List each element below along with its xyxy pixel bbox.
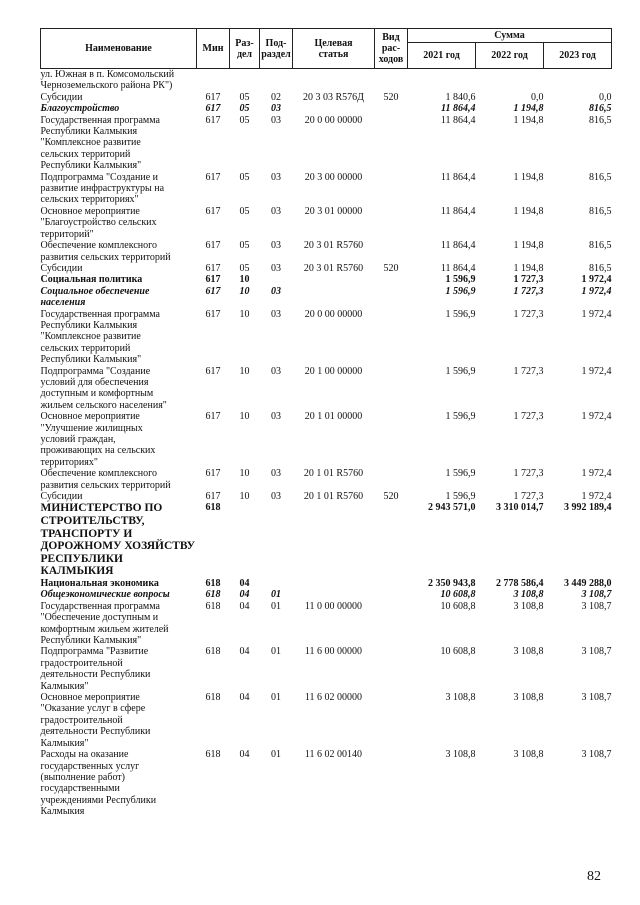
row-expense-type <box>375 115 408 172</box>
row-name: Государственная программа Республики Калмыкия "Комплексное развитие сельских территорий Республики Калмыкия" <box>40 308 160 366</box>
row-expense-type <box>375 240 408 263</box>
row-section: 05 <box>239 240 250 252</box>
row-target-article: 11 6 02 00000 <box>304 692 363 704</box>
row-name: ул. Южная в п. Комсомольский Черноземельского района РК") <box>40 69 175 92</box>
row-expense-type <box>375 601 408 647</box>
row-sum-2021: 3 108,8 <box>445 692 476 704</box>
row-target-article <box>293 578 375 589</box>
row-expense-type <box>375 69 408 92</box>
row-subsection: 03 <box>271 365 281 377</box>
row-subsection: 03 <box>271 103 281 115</box>
row-section <box>230 502 260 578</box>
row-sum-2022: 3 108,8 <box>513 692 544 704</box>
row-name: Основное мероприятие "Оказание услуг в сфере градостроительной деятельности Республики Калмыкия" <box>40 692 151 749</box>
row-expense-type <box>375 411 408 468</box>
row-target-article <box>293 103 375 114</box>
table-row <box>41 578 612 589</box>
row-ministry-code: 617 <box>205 491 221 503</box>
row-name: Субсидии <box>40 491 83 503</box>
row-sum-2023: 1 972,4 <box>581 468 612 480</box>
row-sum-2022: 1 194,8 <box>513 114 544 126</box>
row-name: Обеспечение комплексного развития сельских территорий <box>40 468 171 491</box>
row-sum-2022: 2 778 586,4 <box>496 578 544 589</box>
row-ministry-code: 617 <box>205 468 221 480</box>
row-target-article: 11 6 00 00000 <box>304 646 363 658</box>
row-subsection: 03 <box>271 308 281 320</box>
row-sum-2021: 11 864,4 <box>440 262 476 274</box>
row-expense-type <box>375 502 408 578</box>
table-row <box>41 589 612 600</box>
row-section: 10 <box>239 308 250 320</box>
row-sum-2021: 2 350 943,8 <box>428 578 476 589</box>
row-name: Благоустройство <box>40 103 120 115</box>
row-name: Основное мероприятие "Благоустройство сельских территорий" <box>40 205 157 240</box>
row-target-article <box>293 286 375 309</box>
row-sum-2021: 11 864,4 <box>440 171 476 183</box>
row-section: 05 <box>239 262 250 274</box>
header-year-2023: 2023 год <box>544 43 612 69</box>
row-sum-2022: 1 194,8 <box>513 103 544 115</box>
header-razdel: Раз- дел <box>230 29 260 69</box>
row-name: Обеспечение комплексного развития сельских территорий <box>40 240 171 263</box>
row-name: Государственная программа Республики Калмыкия "Комплексное развитие сельских территорий Республики Калмыкия" <box>40 114 160 172</box>
row-section: 05 <box>239 171 250 183</box>
row-expense-type <box>375 468 408 491</box>
row-target-article: 20 1 00 00000 <box>304 365 363 377</box>
row-sum-2023: 1 972,4 <box>581 285 612 297</box>
row-sum-2022: 1 727,3 <box>513 308 544 320</box>
row-subsection: 01 <box>271 589 281 601</box>
table-row <box>41 240 612 263</box>
row-section: 10 <box>239 411 250 423</box>
row-sum-2022: 1 727,3 <box>513 491 544 503</box>
table-row <box>41 692 612 749</box>
row-subsection <box>260 578 293 589</box>
row-expense-type <box>375 103 408 114</box>
row-sum-2021: 11 864,4 <box>440 240 476 252</box>
row-section: 05 <box>239 103 250 115</box>
row-target-article: 20 0 00 00000 <box>304 114 363 126</box>
row-sum-2021: 10 608,8 <box>440 589 476 601</box>
table-row <box>41 172 612 206</box>
row-name: Национальная экономика <box>40 578 159 589</box>
row-subsection: 01 <box>271 749 281 761</box>
row-subsection: 02 <box>271 91 281 103</box>
table-row <box>41 646 612 692</box>
row-ministry-code: 618 <box>205 578 221 589</box>
row-subsection: 03 <box>271 285 281 297</box>
header-podrazdel: Под- раздел <box>260 29 293 69</box>
row-target-article: 20 3 00 00000 <box>304 171 363 183</box>
table-row <box>41 263 612 274</box>
row-ministry-code <box>197 69 230 92</box>
row-name: Основное мероприятие "Улучшение жилищных условий граждан, проживающих на сельских территориях" <box>40 411 156 468</box>
row-sum-2022: 1 194,8 <box>513 262 544 274</box>
row-sum-2021: 3 108,8 <box>445 749 476 761</box>
row-ministry-code: 618 <box>205 646 221 658</box>
row-target-article: 11 0 00 00000 <box>304 600 363 612</box>
row-sum-2023: 816,5 <box>589 103 612 115</box>
table-row <box>41 103 612 114</box>
row-sum-2022: 1 727,3 <box>513 285 544 297</box>
header-expense-type: Вид рас- ходов <box>375 29 408 69</box>
row-subsection: 03 <box>271 114 281 126</box>
row-target-article <box>293 502 375 578</box>
row-section: 04 <box>239 589 250 601</box>
table-row <box>41 92 612 103</box>
row-sum-2021: 1 840,6 <box>445 91 476 103</box>
row-expense-type <box>375 206 408 240</box>
row-sum-2022: 3 108,8 <box>513 589 544 601</box>
row-sum-2023: 0,0 <box>599 91 612 103</box>
table-row <box>41 601 612 647</box>
row-expense-type <box>375 589 408 600</box>
row-sum-2022: 0,0 <box>531 91 544 103</box>
row-name: Подпрограмма "Создание условий для обеспечения доступным и комфортным жильем сельского населения" <box>40 365 167 411</box>
row-ministry-code: 617 <box>205 285 221 297</box>
table-row <box>41 115 612 172</box>
table-row <box>41 491 612 502</box>
row-sum-2022: 3 108,8 <box>513 749 544 761</box>
row-sum-2023: 3 108,7 <box>581 589 612 601</box>
row-sum-2021 <box>408 69 476 92</box>
row-name: Социальная политика <box>40 274 143 286</box>
row-sum-2021: 1 596,9 <box>445 285 476 297</box>
row-subsection <box>260 69 293 92</box>
row-ministry-code: 618 <box>205 502 221 514</box>
row-expense-type: 520 <box>383 262 399 274</box>
row-target-article <box>293 589 375 600</box>
row-expense-type: 520 <box>383 491 399 503</box>
row-sum-2023: 3 992 189,4 <box>564 502 612 514</box>
row-name: Социальное обеспечение населения <box>40 285 150 309</box>
row-target-article: 20 3 01 R5760 <box>303 262 364 274</box>
row-target-article: 20 3 03 R576Д <box>303 91 364 103</box>
row-sum-2022: 3 108,8 <box>513 646 544 658</box>
row-subsection: 01 <box>271 646 281 658</box>
row-expense-type <box>375 172 408 206</box>
row-name: Подпрограмма "Создание и развитие инфраструктуры на сельских территориях" <box>40 171 165 206</box>
table-row <box>41 411 612 468</box>
table-header <box>41 29 612 69</box>
row-ministry-code: 617 <box>205 91 221 103</box>
row-name: Субсидии <box>40 262 83 274</box>
row-expense-type: 520 <box>383 91 399 103</box>
row-sum-2023: 1 972,4 <box>581 411 612 423</box>
row-ministry-code: 617 <box>205 240 221 252</box>
row-subsection: 03 <box>271 205 281 217</box>
row-subsection <box>260 274 293 285</box>
row-ministry-code: 618 <box>205 600 221 612</box>
table-row <box>41 286 612 309</box>
table-row <box>41 749 612 817</box>
row-subsection: 03 <box>271 171 281 183</box>
row-ministry-code: 617 <box>205 103 221 115</box>
row-sum-2023: 816,5 <box>589 205 612 217</box>
row-subsection: 03 <box>271 411 281 423</box>
row-expense-type <box>375 749 408 817</box>
row-ministry-code: 617 <box>205 262 221 274</box>
row-name: Государственная программа "Обеспечение доступным и комфортным жильем жителей Республики Калмыкия" <box>40 600 169 647</box>
row-ministry-code: 617 <box>205 274 221 286</box>
row-expense-type <box>375 309 408 366</box>
row-sum-2023: 816,5 <box>589 262 612 274</box>
row-section: 10 <box>239 491 250 503</box>
table-body <box>41 69 612 818</box>
row-section: 10 <box>239 468 250 480</box>
row-sum-2021: 11 864,4 <box>441 103 476 115</box>
header-target-article: Целевая статья <box>293 29 375 69</box>
row-ministry-code: 617 <box>205 205 221 217</box>
header-name: Наименование <box>41 29 197 69</box>
row-subsection: 03 <box>271 468 281 480</box>
row-sum-2022: 1 194,8 <box>513 240 544 252</box>
row-ministry-code: 617 <box>205 308 221 320</box>
row-sum-2021: 1 596,9 <box>445 491 476 503</box>
row-sum-2022: 1 727,3 <box>513 274 544 286</box>
row-sum-2023: 3 108,7 <box>581 692 612 704</box>
row-sum-2023: 1 972,4 <box>581 491 612 503</box>
row-ministry-code: 617 <box>205 171 221 183</box>
row-sum-2023: 1 972,4 <box>581 308 612 320</box>
row-section: 10 <box>239 365 250 377</box>
table-row <box>41 468 612 491</box>
row-target-article <box>293 69 375 92</box>
table-row <box>41 206 612 240</box>
row-target-article: 20 3 01 R5760 <box>303 240 364 252</box>
row-expense-type <box>375 286 408 309</box>
row-sum-2021: 1 596,9 <box>445 274 476 286</box>
header-year-2021: 2021 год <box>408 43 476 69</box>
row-subsection: 03 <box>271 262 281 274</box>
row-subsection: 01 <box>271 600 281 612</box>
row-sum-2021: 1 596,9 <box>445 365 476 377</box>
row-section: 04 <box>239 600 250 612</box>
row-target-article: 11 6 02 00140 <box>304 749 363 761</box>
row-subsection: 03 <box>271 491 281 503</box>
row-sum-2021: 11 864,4 <box>440 114 476 126</box>
row-sum-2023 <box>544 69 612 92</box>
row-section: 05 <box>239 114 250 126</box>
row-target-article: 20 1 01 00000 <box>304 411 363 423</box>
row-sum-2023: 3 108,7 <box>581 646 612 658</box>
row-sum-2021: 11 864,4 <box>440 205 476 217</box>
budget-table <box>40 28 612 818</box>
row-ministry-code: 618 <box>205 589 221 601</box>
row-sum-2022: 1 727,3 <box>513 365 544 377</box>
row-sum-2023: 3 449 288,0 <box>564 578 612 589</box>
row-ministry-code: 618 <box>205 692 221 704</box>
row-name: Расходы на оказание государственных услуг (выполнение работ) государственными учреждениями Республики Калмыкия <box>40 749 157 818</box>
row-sum-2023: 1 972,4 <box>581 365 612 377</box>
table-row <box>41 69 612 92</box>
row-sum-2023: 816,5 <box>589 114 612 126</box>
row-sum-2022: 1 727,3 <box>513 411 544 423</box>
row-subsection <box>260 502 293 578</box>
row-ministry-code: 617 <box>205 365 221 377</box>
row-ministry-code: 617 <box>205 411 221 423</box>
row-expense-type <box>375 692 408 749</box>
row-sum-2021: 1 596,9 <box>445 468 476 480</box>
row-section: 04 <box>239 749 250 761</box>
row-sum-2021: 10 608,8 <box>440 646 476 658</box>
row-section: 05 <box>239 205 250 217</box>
row-target-article: 20 1 01 R5760 <box>303 468 364 480</box>
row-sum-2021: 1 596,9 <box>445 308 476 320</box>
row-section: 04 <box>239 692 250 704</box>
row-sum-2022: 1 194,8 <box>513 171 544 183</box>
row-target-article: 20 0 00 00000 <box>304 308 363 320</box>
row-sum-2023: 1 972,4 <box>581 274 612 286</box>
row-sum-2022: 3 108,8 <box>513 600 544 612</box>
table-row <box>41 502 612 578</box>
row-sum-2022: 1 194,8 <box>513 205 544 217</box>
row-sum-2022: 1 727,3 <box>513 468 544 480</box>
row-name: МИНИСТЕРСТВО ПО СТРОИТЕЛЬСТВУ, ТРАНСПОРТУ И ДОРОЖНОМУ ХОЗЯЙСТВУ РЕСПУБЛИКИ КАЛМЫКИЯ <box>40 502 196 578</box>
row-sum-2023: 816,5 <box>589 240 612 252</box>
page-number: 82 <box>587 869 601 884</box>
row-section: 05 <box>239 91 250 103</box>
row-expense-type <box>375 366 408 412</box>
row-expense-type <box>375 646 408 692</box>
row-section: 04 <box>239 646 250 658</box>
row-sum-2023: 816,5 <box>589 171 612 183</box>
row-ministry-code: 618 <box>205 749 221 761</box>
row-name: Субсидии <box>40 91 83 103</box>
header-year-2022: 2022 год <box>476 43 544 69</box>
row-target-article: 20 3 01 00000 <box>304 205 363 217</box>
row-sum-2023: 3 108,7 <box>581 749 612 761</box>
row-ministry-code: 617 <box>205 114 221 126</box>
header-sum: Сумма <box>408 29 612 43</box>
row-sum-2021: 2 943 571,0 <box>428 502 476 514</box>
row-name: Подпрограмма "Развитие градостроительной деятельности Республики Калмыкия" <box>40 646 151 692</box>
row-expense-type <box>375 274 408 285</box>
row-section: 04 <box>239 578 250 589</box>
row-target-article <box>293 274 375 285</box>
row-expense-type <box>375 578 408 589</box>
row-sum-2022: 3 310 014,7 <box>496 502 544 514</box>
row-sum-2021: 1 596,9 <box>445 411 476 423</box>
header-min: Мин <box>197 29 230 69</box>
row-section: 10 <box>239 274 250 286</box>
row-subsection: 01 <box>271 692 281 704</box>
row-sum-2023: 3 108,7 <box>581 600 612 612</box>
row-sum-2021: 10 608,8 <box>440 600 476 612</box>
row-target-article: 20 1 01 R5760 <box>303 491 364 503</box>
row-sum-2022 <box>476 69 544 92</box>
row-section: 10 <box>239 285 250 297</box>
table-row <box>41 309 612 366</box>
row-subsection: 03 <box>271 240 281 252</box>
row-name: Общеэкономические вопросы <box>40 589 170 601</box>
table-row <box>41 274 612 285</box>
table-row <box>41 366 612 412</box>
row-section <box>230 69 260 92</box>
